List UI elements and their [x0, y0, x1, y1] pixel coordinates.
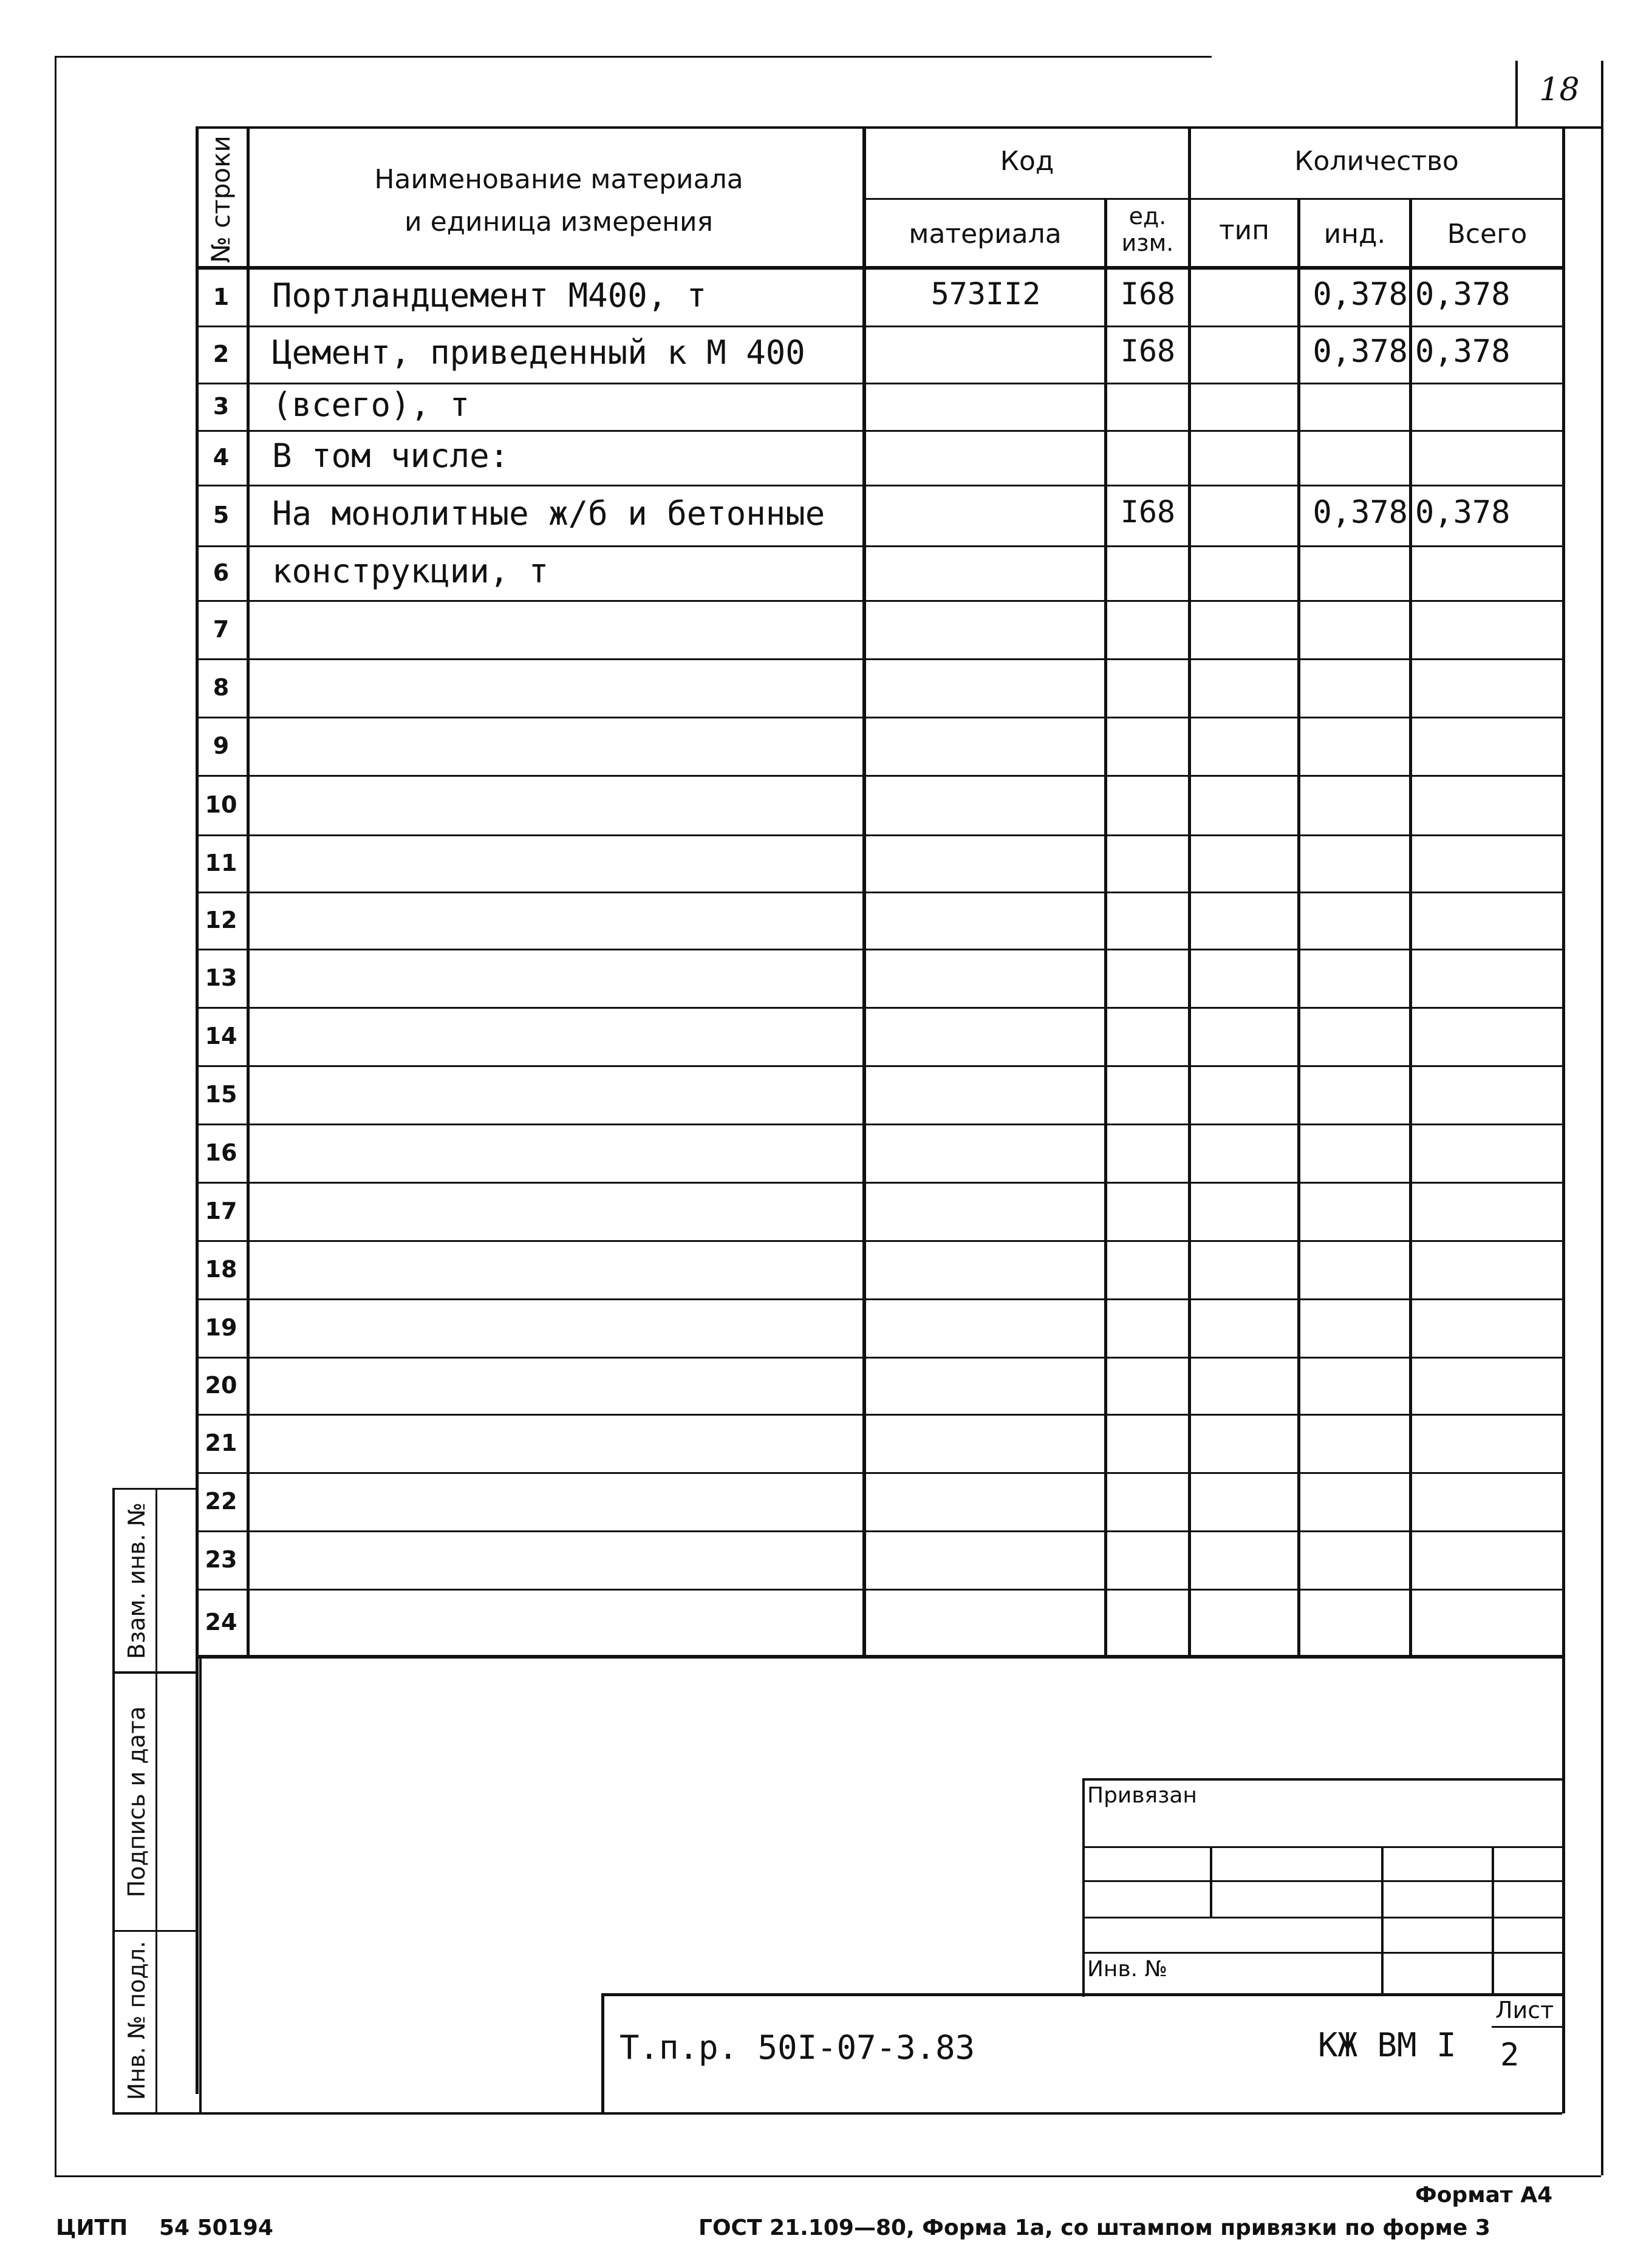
privyazan-line1 — [1082, 1846, 1562, 1848]
table-row — [196, 1183, 1562, 1241]
table-row — [196, 1125, 1562, 1183]
table-row — [196, 1415, 1562, 1473]
cell-total: 0,378 — [1415, 494, 1510, 531]
row-number: 11 — [205, 850, 237, 876]
table-row — [196, 718, 1562, 776]
cell-total: 0,378 — [1415, 276, 1510, 313]
row-number: 14 — [205, 1023, 237, 1049]
table-rightedge — [1562, 126, 1565, 1657]
row-number: 4 — [213, 444, 230, 471]
cell-material: 573II2 — [930, 276, 1041, 312]
row-number: 16 — [205, 1139, 237, 1166]
list-label: Лист — [1495, 1997, 1554, 2024]
row-number: 3 — [213, 393, 230, 420]
footer-org: ЦИТП — [56, 2215, 128, 2240]
table-row — [196, 1590, 1562, 1657]
doc-mark: КЖ ВМ I — [1318, 2026, 1456, 2064]
privyazan-line2 — [1082, 1880, 1562, 1882]
table-row — [196, 776, 1562, 836]
cell-name: конструкции, т — [272, 552, 549, 590]
table-row — [196, 601, 1562, 660]
header-code-unit — [1107, 203, 1188, 256]
privyazan-line3 — [1082, 1917, 1562, 1918]
row-number: 9 — [213, 732, 230, 759]
top-rule — [55, 56, 1212, 58]
row-number: 24 — [205, 1609, 237, 1635]
row-number: 18 — [205, 1256, 237, 1283]
side-inv-podl: Инв. № подл. — [123, 1940, 150, 2101]
frame-bottom — [55, 2175, 1601, 2177]
header-qty-group: Количество — [1294, 146, 1459, 177]
row-number: 17 — [205, 1198, 237, 1224]
privyazan-label: Привязан — [1087, 1783, 1197, 1808]
frame-left — [55, 56, 56, 2175]
cell-unit: I68 — [1120, 333, 1176, 369]
row-number: 19 — [205, 1314, 237, 1341]
privyazan-line4 — [1082, 1952, 1562, 1954]
footer-format: Формат А4 — [1415, 2183, 1553, 2208]
privyazan-col3 — [1492, 1846, 1494, 1996]
inv-no-label: Инв. № — [1087, 1957, 1168, 1982]
header-row-number: № строки — [206, 135, 236, 263]
table-row — [196, 1358, 1562, 1415]
cell-name: Портландцемент М400, т — [272, 276, 707, 315]
cell-name: (всего), т — [272, 386, 470, 424]
cell-name: Цемент, приведенный к М 400 — [272, 333, 805, 372]
side-stamp-left — [112, 1488, 115, 2113]
table-row — [196, 1532, 1562, 1590]
cell-ind: 0,378 — [1312, 333, 1408, 370]
cell-name: На монолитные ж/б и бетонные — [272, 494, 825, 533]
row-number: 22 — [205, 1488, 237, 1515]
row-number: 20 — [205, 1372, 237, 1399]
title-block-top — [601, 1993, 1562, 1996]
privyazan-left — [1082, 1778, 1085, 1997]
header-qty-type: тип — [1219, 215, 1269, 246]
row-number: 6 — [213, 559, 230, 586]
row-number: 12 — [205, 907, 237, 933]
header-qty-ind: инд. — [1323, 219, 1386, 250]
lower-area-bottom — [112, 2112, 1562, 2115]
privyazan-col2 — [1381, 1846, 1384, 1996]
side-vzam: Взам. инв. № — [123, 1502, 150, 1660]
header-name-line2: и единица измерения — [404, 206, 714, 237]
frame-right — [1601, 126, 1603, 2175]
list-value: 2 — [1500, 2037, 1520, 2073]
table-row — [196, 1066, 1562, 1125]
side-podpis: Подпись и дата — [123, 1706, 150, 1898]
doc-code: Т.п.р. 50I-07-3.83 — [620, 2028, 975, 2067]
footer-order: 54 50194 — [159, 2215, 273, 2240]
page-number-box-left — [1515, 61, 1518, 126]
row-number: 7 — [213, 616, 230, 643]
table-row — [196, 660, 1562, 718]
list-cell-split — [1492, 2026, 1562, 2028]
table-row — [196, 893, 1562, 950]
header-code-group: Код — [1000, 146, 1054, 177]
row-number: 10 — [205, 791, 237, 818]
cell-ind: 0,378 — [1312, 276, 1408, 313]
header-split-line — [862, 198, 1562, 200]
cell-ind: 0,378 — [1312, 494, 1408, 531]
header-code-unit-text: ед. изм. — [1121, 203, 1174, 256]
row-number: 15 — [205, 1081, 237, 1108]
cell-unit: I68 — [1120, 494, 1176, 530]
lower-area-left — [199, 1655, 202, 2113]
row-number: 2 — [213, 341, 230, 367]
table-row — [196, 1241, 1562, 1300]
privyazan-col1 — [1210, 1846, 1212, 1918]
footer-gost: ГОСТ 21.109—80, Форма 1а, со штампом привязки по форме 3 — [698, 2215, 1490, 2240]
side-stamp-mid — [155, 1488, 157, 2113]
row-number: 23 — [205, 1546, 237, 1573]
row-number: 8 — [213, 674, 230, 701]
row-number: 21 — [205, 1430, 237, 1456]
lower-area-top — [196, 1655, 1562, 1657]
title-block-left — [601, 1993, 604, 2113]
row-number: 13 — [205, 964, 237, 991]
cell-total: 0,378 — [1415, 333, 1510, 370]
table-row — [196, 950, 1562, 1008]
cell-name: В том числе: — [272, 437, 510, 475]
table-row — [196, 1008, 1562, 1066]
header-code-material: материала — [909, 219, 1062, 250]
header-name-line1: Наименование материала — [374, 164, 743, 195]
page-number-box-right — [1601, 61, 1603, 126]
table-row — [196, 836, 1562, 893]
table-row — [196, 1300, 1562, 1358]
lower-area-right — [1562, 1655, 1565, 2113]
row-number: 5 — [213, 502, 230, 528]
table-top — [196, 126, 1601, 129]
header-qty-total: Всего — [1447, 219, 1527, 250]
page-number: 18 — [1539, 72, 1580, 108]
table-row — [196, 1473, 1562, 1532]
cell-unit: I68 — [1120, 276, 1176, 312]
privyazan-top — [1082, 1778, 1562, 1781]
row-number: 1 — [213, 284, 230, 310]
